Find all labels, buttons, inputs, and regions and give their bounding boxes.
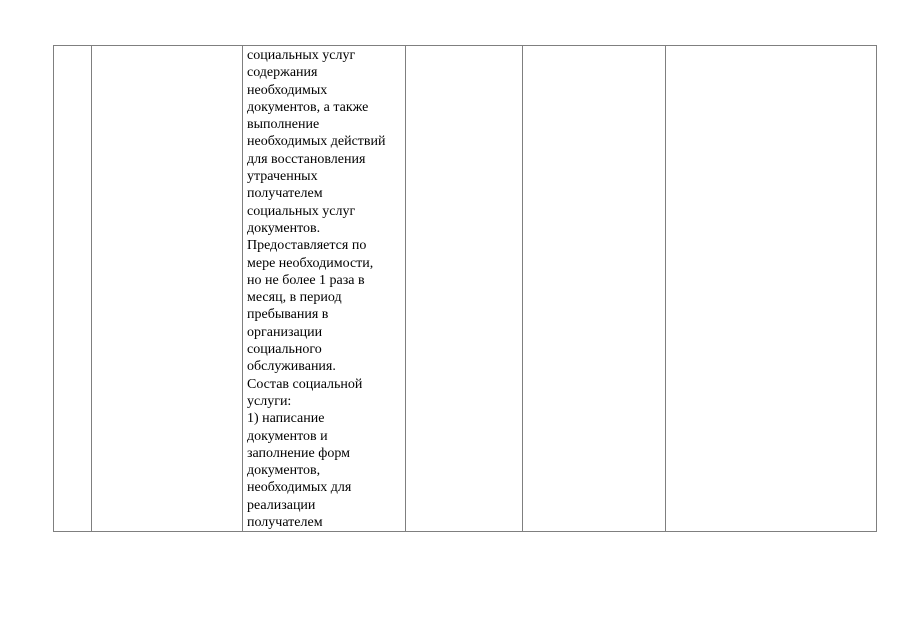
cell-col6-text (666, 46, 876, 47)
description-line: реализации (247, 497, 316, 513)
description-line: Предоставляется по (247, 238, 367, 254)
description-line: пребывания в (247, 307, 329, 323)
services-table (53, 45, 877, 532)
description-line: месяц, в период (247, 290, 342, 306)
description-line: получателем (247, 186, 323, 202)
description-line: заполнение форм (247, 445, 350, 461)
description-line: мере необходимости, (247, 255, 374, 271)
description-line: 1) написание (247, 411, 325, 427)
cell-col6 (666, 46, 877, 532)
description-line: социальных услуг (247, 48, 356, 63)
description-line: необходимых действий (247, 134, 386, 150)
cell-col5-text (523, 46, 665, 47)
description-line: выполнение (247, 117, 320, 133)
description-line: социального (247, 342, 322, 358)
cell-col4 (406, 46, 523, 532)
cell-col4-text (406, 46, 522, 47)
cell-number (54, 46, 92, 532)
description-line: документов, а также (247, 99, 369, 115)
description-line: документов, (247, 463, 321, 479)
service-description-text (243, 46, 405, 531)
description-line: Состав социальной (247, 376, 363, 392)
description-line: утраченных (247, 169, 318, 185)
description-line: документов. (247, 220, 321, 236)
cell-service-description (243, 46, 406, 532)
description-line: обслуживания. (247, 359, 336, 375)
description-line: социальных услуг (247, 203, 356, 219)
description-line: организации (247, 324, 323, 340)
table-row (54, 46, 877, 532)
description-line: но не более 1 раза в (247, 272, 365, 288)
description-line: содержания (247, 65, 318, 81)
cell-number-text (54, 46, 91, 47)
description-line: документов и (247, 428, 328, 444)
description-line: получателем (247, 515, 323, 531)
cell-col5 (523, 46, 666, 532)
cell-service-name (92, 46, 243, 532)
cell-service-name-text (92, 46, 242, 47)
description-line: для восстановления (247, 151, 366, 167)
description-line: необходимых (247, 82, 328, 98)
description-line: необходимых для (247, 480, 352, 496)
description-line: услуги: (247, 393, 292, 409)
